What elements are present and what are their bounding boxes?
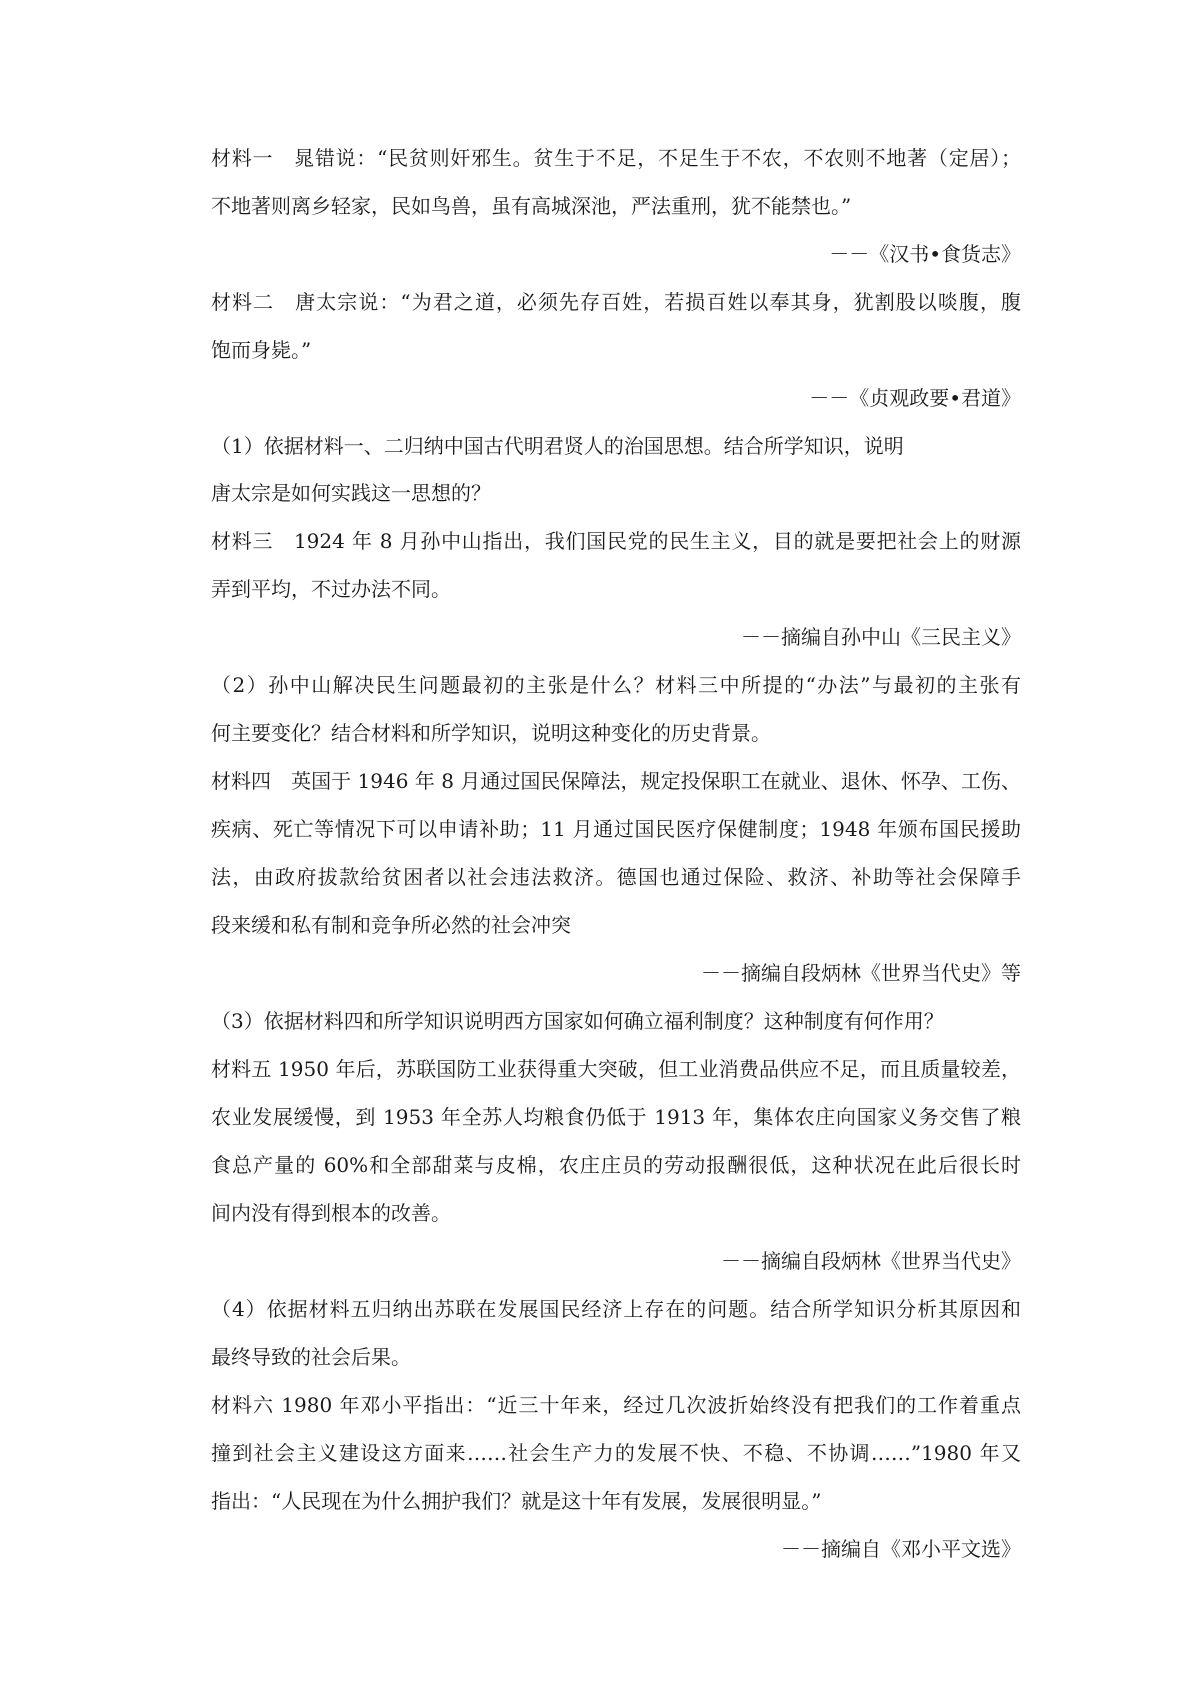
question-3-line-1: （3）依据材料四和所学知识说明西方国家如何确立福利制度？这种制度有何作用？ [211,1009,944,1033]
material-4-line-1: 材料四 英国于 1946 年 8 月通过国民保障法，规定投保职工在就业、退休、怀孕、工伤、 [211,769,1021,793]
material-4-line-3: 法，由政府拔款给贫困者以社会违法救济。德国也通过保险、救济、补助等社会保障手 [211,865,1021,889]
material-2-line-1: 材料二 唐太宗说：“为君之道，必须先存百姓，若损百姓以奉其身，犹割股以啖腹，腹 [211,290,1021,314]
question-2-line-2: 何主要变化？结合材料和所学知识，说明这种变化的历史背景。 [211,721,771,745]
material-3-line-1: 材料三 1924 年 8 月孙中山指出，我们国民党的民生主义，目的就是要把社会上的财源 [211,529,1021,553]
material-5-line-1: 材料五 1950 年后，苏联国防工业获得重大突破，但工业消费品供应不足，而且质量较差， [211,1057,1021,1081]
material-5-line-3: 食总产量的 60%和全部甜菜与皮棉，农庄庄员的劳动报酬很低，这种状况在此后很长时 [211,1153,1021,1177]
material-5-source: －－摘编自段炳林《世界当代史》 [721,1249,1021,1273]
material-1-line-1: 材料一 晁错说：“民贫则奸邪生。贫生于不足，不足生于不农，不农则不地著（定居）； [211,146,1021,170]
material-4-source: －－摘编自段炳林《世界当代史》等 [701,961,1021,985]
material-6-line-3: 指出：“人民现在为什么拥护我们？就是这十年有发展，发展很明显。” [211,1489,822,1513]
material-6-line-2: 撞到社会主义建设这方面来……社会生产力的发展不快、不稳、不协调……”1980 年又 [211,1441,1021,1465]
material-5-line-4: 间内没有得到根本的改善。 [211,1201,451,1225]
question-1-line-2: 唐太宗是如何实践这一思想的？ [211,481,491,505]
material-3-line-2: 弄到平均，不过办法不同。 [211,577,451,601]
material-4-line-2: 疾病、死亡等情况下可以申请补助；11 月通过国民医疗保健制度；1948 年颁布国民援助 [211,817,1021,841]
material-2-line-2: 饱而身毙。” [211,338,312,362]
question-4-line-1: （4）依据材料五归纳出苏联在发展国民经济上存在的问题。结合所学知识分析其原因和 [211,1297,1021,1321]
question-2-line-1: （2）孙中山解决民生问题最初的主张是什么？材料三中所提的“办法”与最初的主张有 [211,673,1021,697]
material-2-source: －－《贞观政要•君道》 [809,386,1021,410]
material-5-line-2: 农业发展缓慢，到 1953 年全苏人均粮食仍低于 1913 年，集体农庄向国家义务交售了粮 [211,1105,1021,1129]
question-4-line-2: 最终导致的社会后果。 [211,1345,411,1369]
material-3-source: －－摘编自孙中山《三民主义》 [741,625,1021,649]
material-4-line-4: 段来缓和私有制和竞争所必然的社会冲突 [211,913,571,937]
material-1-source: －－《汉书•食货志》 [829,242,1021,266]
question-1-line-1: （1）依据材料一、二归纳中国古代明君贤人的治国思想。结合所学知识，说明 [211,434,904,458]
material-6-line-1: 材料六 1980 年邓小平指出：“近三十年来，经过几次波折始终没有把我们的工作着重点 [211,1393,1021,1417]
material-6-source: －－摘编自《邓小平文选》 [781,1537,1021,1561]
material-1-line-2: 不地著则离乡轻家，民如鸟兽，虽有高城深池，严法重刑，犹不能禁也。” [211,194,852,218]
